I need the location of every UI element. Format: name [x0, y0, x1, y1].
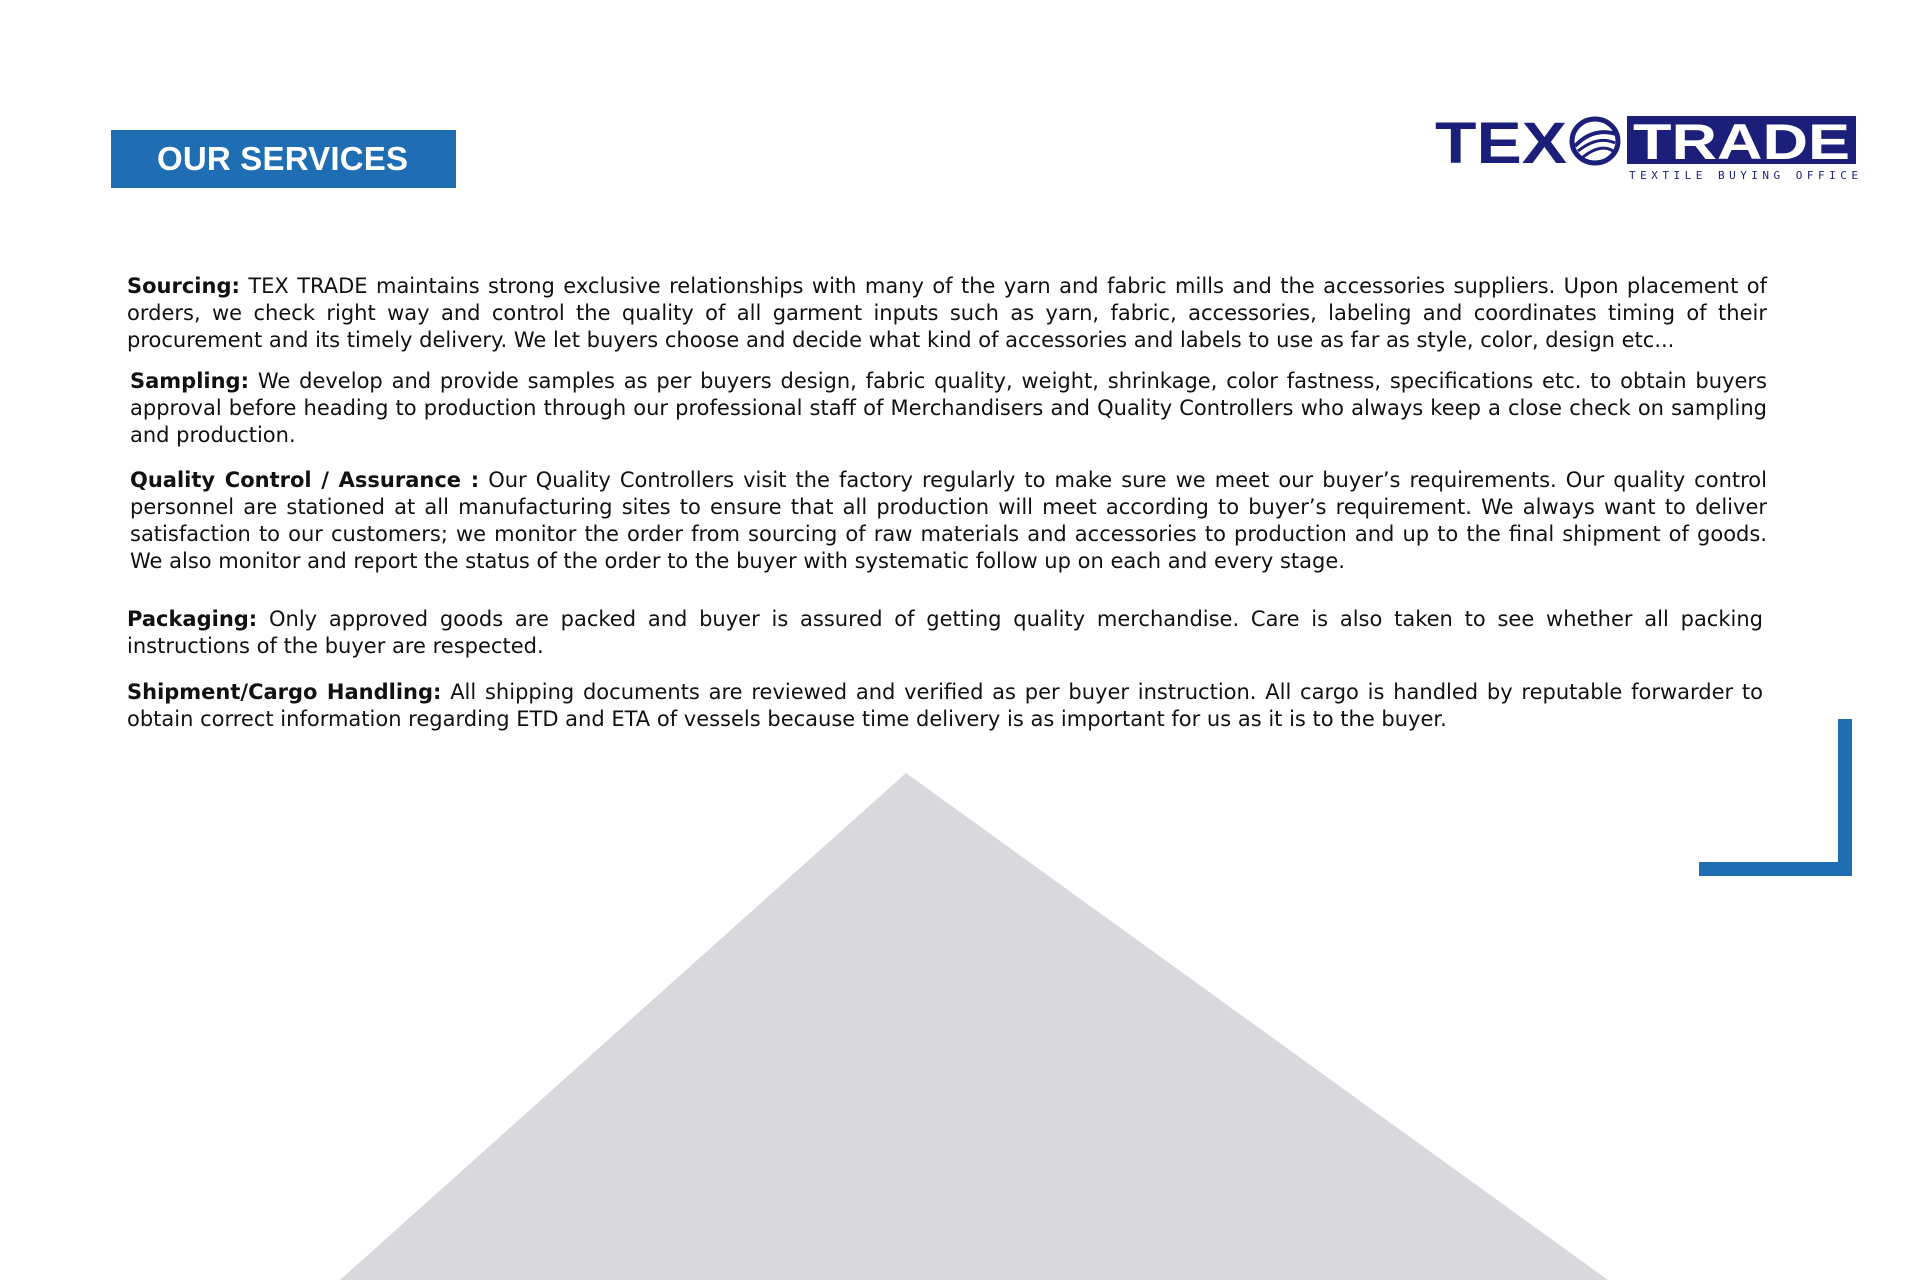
gray-triangle-shape: [340, 773, 1608, 1280]
logo-globe-icon: [1572, 119, 1618, 163]
service-packaging: [127, 606, 1763, 660]
services-content: [127, 270, 1767, 733]
logo-tagline: TEXTILE BUYING OFFICE: [1629, 169, 1858, 182]
service-sampling: [127, 368, 1767, 449]
tex-trade-logo: [1433, 113, 1858, 183]
service-sourcing-text: TEX TRADE maintains strong exclusive relationships with many of the yarn and fabric mills and the accessories suppliers. Upon placement of orders, we check right way and control the quality of all garment inputs such as yarn, fabric, accessories, labeling and coordinates timing of their procurement and its timely delivery. We let buyers choose and decide what kind of accessories and labels to use as far as style, color, design etc...: [127, 274, 1767, 352]
service-quality-control: [127, 467, 1767, 575]
service-sampling-heading: Sampling:: [130, 369, 249, 393]
service-quality-control-heading: Quality Control / Assurance :: [130, 468, 480, 492]
service-sampling-text: We develop and provide samples as per buyers design, fabric quality, weight, shrinkage, color fastness, specifications etc. to obtain buyers approval before heading to production through our professional staff of Merchandisers and Quality Controllers who always keep a close check on sampling and production.: [130, 369, 1767, 447]
page-title: OUR SERVICES: [157, 140, 409, 177]
service-shipment: [127, 679, 1763, 733]
service-shipment-text: All shipping documents are reviewed and verified as per buyer instruction. All cargo is handled by reputable forwarder to obtain correct information regarding ETD and ETA of vessels because time delivery is as important for us as it is to the buyer.: [127, 680, 1764, 731]
service-shipment-heading: Shipment/Cargo Handling:: [127, 680, 442, 704]
logo-brand-right: TRADE: [1633, 114, 1850, 170]
service-packaging-text: Only approved goods are packed and buyer is assured of getting quality merchandise. Care is also taken to see whether all packing instructions of the buyer are respected.: [127, 607, 1763, 658]
page-title-banner: [111, 130, 456, 188]
service-sourcing-heading: Sourcing:: [127, 274, 240, 298]
service-sourcing: [127, 273, 1767, 354]
service-quality-control-text: Our Quality Controllers visit the factory regularly to make sure we meet our buyer’s requirements. Our quality control personnel are stationed at all manufacturing sites to ensure that all production will meet according to buyer’s requirement. We always want to deliver satisfaction to our customers; we monitor the order from sourcing of raw materials and accessories to production and up to the final shipment of goods. We also monitor and report the status of the order to the buyer with systematic follow up on each and every stage.: [130, 468, 1767, 573]
logo-brand-left: TEX: [1435, 113, 1568, 176]
service-packaging-heading: Packaging:: [127, 607, 258, 631]
corner-bracket-shape: [1699, 719, 1852, 876]
